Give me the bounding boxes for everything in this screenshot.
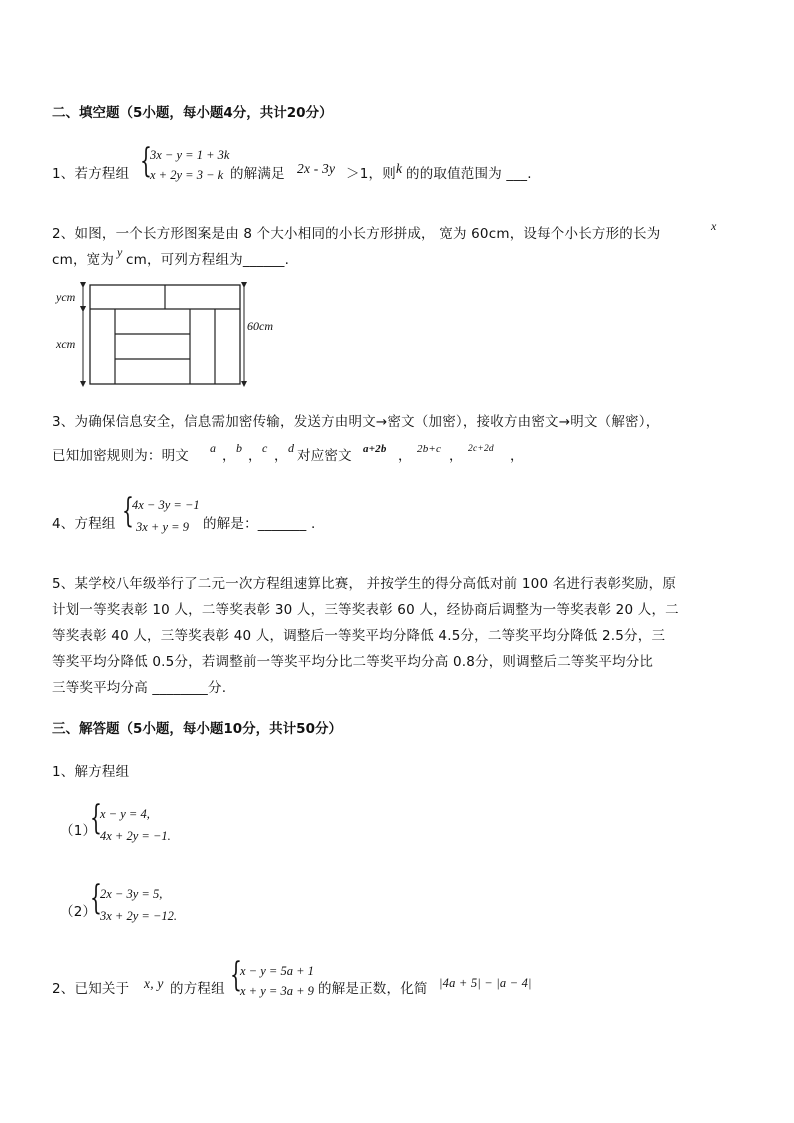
q3-c: c bbox=[262, 441, 268, 455]
s3q1-p2-eq1: 2x − 3y = 5, bbox=[100, 887, 163, 901]
q1-eq2: x + 2y = 3 − k bbox=[150, 168, 224, 182]
q3-line2a: 已知加密规则为：明文 bbox=[52, 448, 189, 464]
fig-label-60: 60cm bbox=[247, 319, 273, 333]
section-2-heading: 二、填空题（5小题，每小题4分，共计20分） bbox=[52, 105, 333, 121]
q1-k: k bbox=[396, 161, 403, 176]
q4-number: 4、方程组 bbox=[52, 516, 116, 532]
brace-icon: { bbox=[90, 878, 102, 918]
q3-sep5: ， bbox=[449, 448, 463, 464]
section-3-heading: 三、解答题（5小题，每小题10分，共计50分） bbox=[52, 721, 342, 737]
q3-mid: 对应密文 bbox=[297, 448, 352, 464]
q4-eq2: 3x + y = 9 bbox=[136, 520, 189, 534]
s3q2-eq2: x + y = 3a + 9 bbox=[240, 984, 314, 998]
q2-figure bbox=[52, 282, 292, 390]
q3-sep3: ， bbox=[274, 448, 288, 464]
q3-a: a bbox=[210, 441, 217, 455]
q3-cipher3: 2c+2d bbox=[468, 444, 494, 454]
s3q2-equation-system bbox=[230, 955, 320, 1006]
q2-x: x bbox=[711, 219, 717, 233]
fig-label-y: ycm bbox=[56, 290, 76, 304]
q3-line1: 3、为确保信息安全，信息需加密传输，发送方由明文→密文（加密），接收方由密文→明文（解密）， bbox=[52, 414, 660, 430]
s3q2-vars: x, y bbox=[144, 976, 164, 991]
q5-line3: 等奖表彰 40 人，三等奖表彰 40 人，调整后一等奖平均分降低 4.5分，二等奖平均分降低 2.5分，三 bbox=[52, 628, 666, 644]
q2-line1: 2、如图，一个长方形图案是由 8 个大小相同的小长方形拼成， 宽为 60cm，设每个小长方形的长为 bbox=[52, 226, 661, 242]
q5-line5: 三等奖平均分高 ________分. bbox=[52, 680, 227, 696]
s3q1-title: 1、解方程组 bbox=[52, 764, 130, 780]
s3q2-eq1: x − y = 5a + 1 bbox=[240, 964, 314, 978]
q4-eq1: 4x − 3y = −1 bbox=[132, 498, 200, 512]
brace-icon: { bbox=[122, 491, 134, 531]
s3q1-p1-eq2: 4x + 2y = −1. bbox=[100, 829, 171, 843]
s3q2-mid: 的方程组 bbox=[170, 981, 225, 997]
brace-icon: { bbox=[90, 798, 102, 838]
q2-line2a: cm，宽为 bbox=[52, 252, 115, 268]
s3q2-expression: |4a + 5| − |a − 4| bbox=[439, 976, 532, 990]
q3-d: d bbox=[288, 441, 295, 455]
s3q1-part1-system bbox=[90, 798, 190, 849]
q3-sep2: ， bbox=[248, 448, 262, 464]
s3q1-p1-eq1: x − y = 4, bbox=[100, 807, 150, 821]
s3q1-p2-eq2: 3x + 2y = −12. bbox=[100, 909, 178, 923]
s3q2-tail: 的解是正数，化简 bbox=[318, 981, 428, 997]
q2-y: y bbox=[117, 245, 123, 259]
q5-line4: 等奖平均分降低 0.5分，若调整前一等奖平均分比二等奖平均分高 0.8分，则调整后二等奖平均分比 bbox=[52, 654, 654, 670]
q1-number: 1、若方程组 bbox=[52, 166, 130, 182]
q5-line2: 计划一等奖表彰 10 人，二等奖表彰 30 人，三等奖表彰 60 人，经协商后调整为一等奖表彰 20 人，二 bbox=[52, 602, 679, 618]
brace-icon: { bbox=[140, 141, 152, 181]
q4-tail: 的解是：_______ . bbox=[203, 516, 316, 532]
q3-b: b bbox=[236, 441, 243, 455]
q3-sep4: ， bbox=[398, 448, 412, 464]
q5-line1: 5、某学校八年级举行了二元一次方程组速算比赛， 并按学生的得分高低对前 100 名进行表彰奖励，原 bbox=[52, 576, 677, 592]
q1-tail: 的的取值范围为 ___. bbox=[406, 166, 532, 182]
q1-gt: ＞1，则 bbox=[346, 166, 396, 182]
q3-end: ， bbox=[510, 448, 524, 464]
q1-equation-system bbox=[140, 141, 230, 188]
q4-equation-system bbox=[122, 491, 202, 538]
q1-condition: 2x - 3y bbox=[297, 161, 336, 176]
q3-sep1: ， bbox=[222, 448, 236, 464]
fig-label-x: xcm bbox=[56, 337, 76, 351]
q1-eq1: 3x − y = 1 + 3k bbox=[150, 148, 230, 162]
s3q1-part1-label: （1） bbox=[60, 823, 97, 839]
rectangle-diagram bbox=[52, 282, 292, 390]
q1-text-mid: 的解满足 bbox=[230, 166, 285, 182]
s3q1-part2-system bbox=[90, 878, 200, 929]
q3-cipher1: a+2b bbox=[363, 443, 387, 455]
s3q2-number: 2、已知关于 bbox=[52, 981, 130, 997]
s3q1-part2-label: （2） bbox=[60, 904, 97, 920]
q2-line2b: cm，可列方程组为______. bbox=[126, 252, 290, 268]
q3-cipher2: 2b+c bbox=[417, 443, 442, 455]
brace-icon: { bbox=[230, 955, 242, 995]
